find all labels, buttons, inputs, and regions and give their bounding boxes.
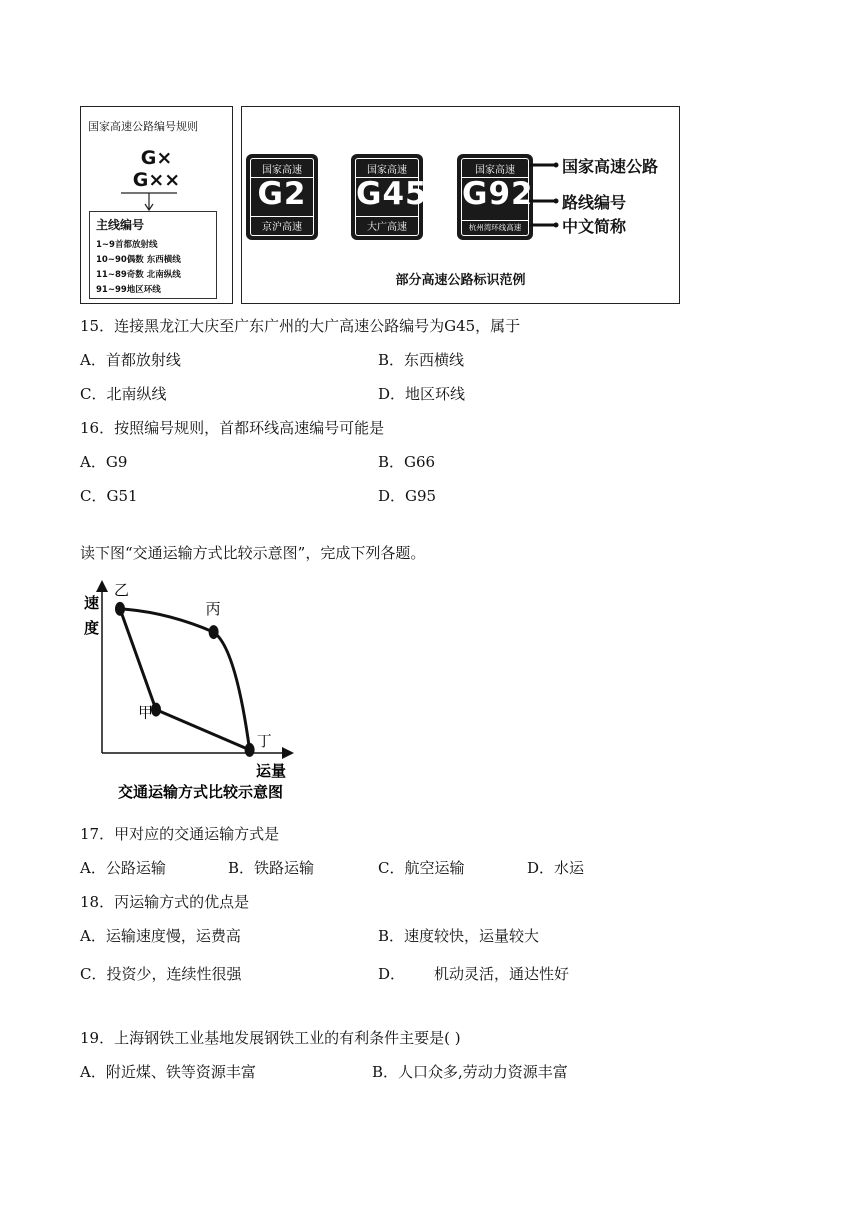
sign-top-text: 国家高速 — [356, 161, 418, 178]
sign-bottom-text: 大广高速 — [356, 216, 418, 233]
point-丁 — [245, 743, 255, 757]
rule-line: 91~99地区环线 — [96, 285, 161, 295]
point-label-丙: 丙 — [205, 600, 221, 619]
q18-option-d-text: 机动灵活，通达性好 — [434, 965, 570, 983]
label-national-expressway: 国家高速公路 — [562, 157, 659, 176]
q15-option-d: D．地区环线 — [378, 385, 466, 403]
q18-option-d-letter: D． — [378, 965, 406, 983]
q15-option-b: B．东西横线 — [378, 351, 465, 369]
rules-arrow — [81, 107, 232, 217]
signs-caption: 部分高速公路标识范例 — [395, 273, 526, 288]
q15-option-a: A．首都放射线 — [80, 351, 181, 369]
sign-code: G2 — [257, 176, 307, 212]
chart-intro: 读下图“交通运输方式比较示意图”，完成下列各题。 — [80, 544, 426, 562]
q18-option-b: B．速度较快，运量较大 — [378, 927, 540, 945]
y-axis-label-1: 速 — [84, 594, 100, 612]
q16-option-b: B．G66 — [378, 453, 436, 471]
formula-double-digit: G×× — [132, 169, 181, 191]
q19-option-a: A．附近煤、铁等资源丰富 — [80, 1063, 256, 1081]
point-丙 — [209, 625, 219, 639]
rules-title: 国家高速公路编号规则 — [88, 120, 198, 133]
sign-bottom-text: 杭州湾环线高速 — [462, 220, 528, 233]
point-label-乙: 乙 — [114, 580, 130, 599]
sign-top-text: 国家高速 — [462, 161, 528, 178]
line-yi-jia-ding — [120, 609, 250, 750]
q17-option-b: B．铁路运输 — [228, 859, 315, 877]
q18-option-a: A．运输速度慢，运费高 — [80, 927, 241, 945]
point-label-丁: 丁 — [256, 731, 272, 750]
q18-stem: 18．丙运输方式的优点是 — [80, 893, 250, 911]
q18-option-c: C．投资少，连续性很强 — [80, 965, 242, 983]
rule-line: 10~90偶数 东西横线 — [96, 255, 181, 265]
rules-box-header: 主线编号 — [96, 218, 145, 232]
q17-stem: 17．甲对应的交通运输方式是 — [80, 825, 280, 843]
y-axis-label-2: 度 — [84, 619, 100, 637]
numbering-rules-panel — [80, 106, 233, 304]
mainline-rules-box — [89, 211, 217, 299]
q16-stem: 16．按照编号规则，首都环线高速编号可能是 — [80, 419, 385, 437]
formula-single-digit: G× — [140, 147, 173, 169]
sign-code: G45 — [356, 176, 428, 212]
q15-stem: 15．连接黑龙江大庆至广东广州的大广高速公路编号为G45，属于 — [80, 317, 521, 335]
chart-svg — [78, 578, 308, 804]
sign-code: G92 — [462, 176, 534, 212]
q17-option-a: A．公路运输 — [80, 859, 166, 877]
transport-comparison-chart — [78, 578, 308, 804]
q19-option-b: B．人口众多,劳动力资源丰富 — [372, 1063, 568, 1081]
q16-option-d: D．G95 — [378, 487, 437, 505]
point-label-甲: 甲 — [138, 703, 154, 722]
q17-option-d: D．水运 — [527, 859, 585, 877]
point-乙 — [115, 602, 125, 616]
sign-top-text: 国家高速 — [251, 161, 313, 178]
label-route-number: 路线编号 — [562, 193, 627, 212]
label-chinese-abbreviation: 中文简称 — [562, 217, 627, 236]
chart-caption: 交通运输方式比较示意图 — [118, 783, 284, 801]
q16-option-c: C．G51 — [80, 487, 138, 505]
sign-examples-panel — [241, 106, 680, 304]
q17-option-c: C．航空运输 — [378, 859, 465, 877]
sign-bottom-text: 京沪高速 — [251, 216, 313, 233]
x-axis-label: 运量 — [256, 762, 287, 780]
q15-option-c: C．北南纵线 — [80, 385, 167, 403]
q16-option-a: A．G9 — [80, 453, 128, 471]
curve-yi-bing-ding — [120, 609, 250, 750]
q19-stem: 19．上海钢铁工业基地发展钢铁工业的有利条件主要是( ) — [80, 1029, 461, 1047]
rule-line: 1~9首都放射线 — [96, 240, 158, 250]
rule-line: 11~89奇数 北南纵线 — [96, 270, 181, 280]
